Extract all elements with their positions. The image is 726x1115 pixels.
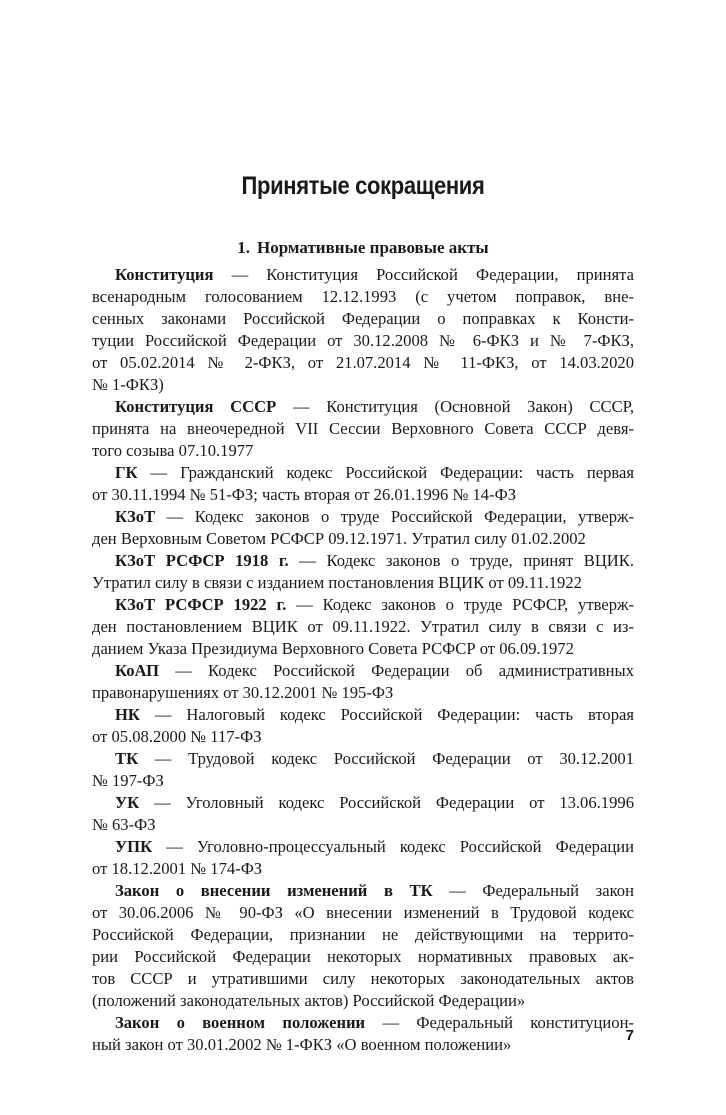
entry-line — [92, 528, 634, 550]
entry-line — [92, 726, 634, 748]
abbreviation-entry — [92, 506, 634, 550]
entry-line — [92, 330, 634, 352]
page-title: Принятые сокращения — [241, 172, 485, 200]
entry-line — [92, 814, 634, 836]
entry-line — [92, 660, 634, 682]
entry-line — [92, 550, 634, 572]
abbreviation-entry — [92, 748, 634, 792]
entry-text: (положений законодательных актов) Российской Федерации» — [92, 991, 526, 1010]
entry-line — [92, 418, 634, 440]
entry-text: от 18.12.2001 № 174-ФЗ — [92, 859, 263, 878]
entry-text: — Конституция Российской Федерации, принята — [213, 265, 634, 284]
section-title: Нормативные правовые акты — [257, 238, 489, 257]
entry-line — [92, 792, 634, 814]
entry-text: Утратил силу в связи с изданием постановления ВЦИК от 09.11.1922 — [92, 573, 582, 592]
entry-text: — Кодекс законов о труде РСФСР, утверж- — [286, 595, 634, 614]
entry-text: — Федеральный закон — [432, 881, 634, 900]
entry-term: Закон о военном положении — [115, 1013, 366, 1032]
entry-line — [92, 374, 634, 396]
entry-term: УК — [115, 793, 140, 812]
section-number: 1. — [237, 238, 251, 257]
entry-term: УПК — [115, 837, 153, 856]
entry-text: — Кодекс законов о труде, принят ВЦИК. — [288, 551, 634, 570]
entry-line — [92, 286, 634, 308]
entry-line — [92, 616, 634, 638]
entry-line — [92, 880, 634, 902]
abbreviation-entry — [92, 396, 634, 462]
entry-line — [92, 946, 634, 968]
entry-term: КЗоТ РСФСР 1918 г. — [115, 551, 289, 570]
abbreviation-entry — [92, 462, 634, 506]
entry-text: — Конституция (Основной Закон) СССР, — [276, 397, 634, 416]
entry-text: ден Верховным Советом РСФСР 09.12.1971. Утратил силу 01.02.2002 — [92, 529, 586, 548]
entry-text: — Уголовно-процессуальный кодекс Российской Федерации — [152, 837, 634, 856]
entry-line — [92, 264, 634, 286]
entry-text: № 197-ФЗ — [92, 771, 164, 790]
entry-line — [92, 484, 634, 506]
entry-text: всенародным голосованием 12.12.1993 (с учетом поправок, вне- — [92, 287, 634, 306]
entry-term: ГК — [115, 463, 138, 482]
entry-text: — Федеральный конституцион- — [365, 1013, 634, 1032]
entry-text: туции Российской Федерации от 30.12.2008 № 6-ФКЗ и № 7-ФКЗ, — [92, 331, 634, 350]
entry-text: от 30.11.1994 № 51-ФЗ; часть вторая от 26.01.1996 № 14-ФЗ — [92, 485, 517, 504]
entry-text: — Кодекс законов о труде Российской Федерации, утверж- — [155, 507, 634, 526]
entry-text: данием Указа Президиума Верховного Совета РСФСР от 06.09.1972 — [92, 639, 574, 658]
entry-text: ный закон от 30.01.2002 № 1-ФКЗ «О военном положении» — [92, 1035, 512, 1054]
entry-term: Конституция — [115, 265, 214, 284]
entry-term: НК — [115, 705, 140, 724]
entry-line — [92, 352, 634, 374]
abbreviation-entry — [92, 792, 634, 836]
entry-text: — Гражданский кодекс Российской Федерации: часть первая — [137, 463, 634, 482]
abbreviation-entry — [92, 836, 634, 880]
entry-line — [92, 506, 634, 528]
entry-line — [92, 968, 634, 990]
entry-text: — Кодекс Российской Федерации об административных — [158, 661, 634, 680]
entry-line — [92, 440, 634, 462]
entry-text: от 05.08.2000 № 117-ФЗ — [92, 727, 262, 746]
entry-text: рии Российской Федерации некоторых нормативных правовых ак- — [92, 947, 634, 966]
entry-term: ТК — [115, 749, 139, 768]
entry-line — [92, 990, 634, 1012]
entry-line — [92, 638, 634, 660]
abbreviation-entry — [92, 1012, 634, 1056]
entry-line — [92, 308, 634, 330]
entry-line — [92, 682, 634, 704]
entry-line — [92, 836, 634, 858]
entry-line — [92, 748, 634, 770]
entry-line — [92, 902, 634, 924]
entry-line — [92, 462, 634, 484]
entry-text: того созыва 07.10.1977 — [92, 441, 254, 460]
entry-text: тов СССР и утратившими силу некоторых законодательных актов — [92, 969, 634, 988]
entry-line — [92, 858, 634, 880]
entry-text: ден постановлением ВЦИК от 09.11.1922. Утратил силу в связи с из- — [92, 617, 634, 636]
entry-term: КЗоТ — [115, 507, 156, 526]
entry-text: Российской Федерации, признании не действующими на террито- — [92, 925, 634, 944]
abbreviation-entry — [92, 880, 634, 1012]
entry-text: от 05.02.2014 № 2-ФКЗ, от 21.07.2014 № 11-ФКЗ, от 14.03.2020 — [92, 353, 634, 372]
abbreviation-entry — [92, 704, 634, 748]
entry-text: принята на внеочередной VII Сессии Верховного Совета СССР девя- — [92, 419, 634, 438]
entry-line — [92, 1034, 634, 1056]
entry-text: от 30.06.2006 № 90-ФЗ «О внесении изменений в Трудовой кодекс — [92, 903, 634, 922]
entry-line — [92, 572, 634, 594]
entry-line — [92, 924, 634, 946]
entry-term: КоАП — [115, 661, 159, 680]
entry-text: № 63-ФЗ — [92, 815, 156, 834]
abbreviation-entry — [92, 594, 634, 660]
entry-text: правонарушениях от 30.12.2001 № 195-ФЗ — [92, 683, 394, 702]
entry-line — [92, 770, 634, 792]
abbreviation-entry — [92, 660, 634, 704]
page-number: 7 — [625, 1027, 634, 1044]
entry-term: Конституция СССР — [115, 397, 277, 416]
entry-text: — Уголовный кодекс Российской Федерации от 13.06.1996 — [139, 793, 634, 812]
entry-term: КЗоТ РСФСР 1922 г. — [115, 595, 287, 614]
entry-text: сенных законами Российской Федерации о поправках к Консти- — [92, 309, 634, 328]
entry-line — [92, 594, 634, 616]
entry-line — [92, 1012, 634, 1034]
entry-text: № 1-ФКЗ) — [92, 375, 164, 394]
entry-text: — Трудовой кодекс Российской Федерации от 30.12.2001 — [138, 749, 634, 768]
abbreviation-list — [92, 264, 634, 1056]
section-heading — [0, 238, 726, 258]
entry-term: Закон о внесении изменений в ТК — [115, 881, 433, 900]
entry-line — [92, 396, 634, 418]
abbreviation-entry — [92, 264, 634, 396]
entry-text: — Налоговый кодекс Российской Федерации: часть вторая — [139, 705, 634, 724]
abbreviation-entry — [92, 550, 634, 594]
entry-line — [92, 704, 634, 726]
